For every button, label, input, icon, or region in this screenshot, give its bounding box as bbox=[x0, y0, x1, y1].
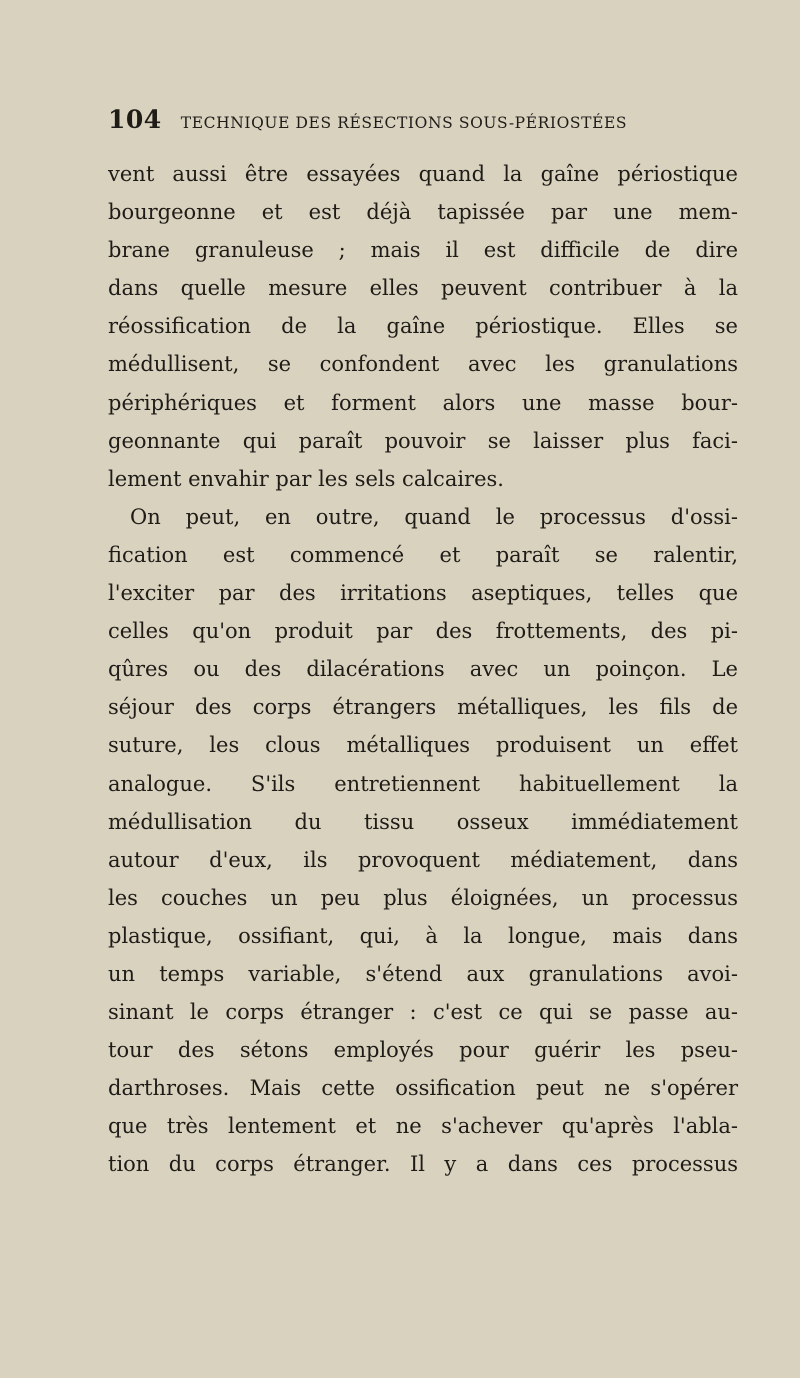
text-line: un temps variable, s'étend aux granulations avoi- bbox=[108, 961, 738, 986]
text-line: darthroses. Mais cette ossification peut ne s'opérer bbox=[108, 1076, 738, 1101]
text-line: autour d'eux, ils provoquent médiatement, dans bbox=[108, 847, 738, 872]
text-line: tour des sétons employés pour guérir les pseu- bbox=[108, 1038, 738, 1063]
page-number: 104 bbox=[108, 105, 162, 134]
text-line: suture, les clous métalliques produisent un effet bbox=[108, 733, 738, 758]
text-line: On peut, en outre, quand le processus d'ossi- bbox=[130, 504, 738, 529]
text-line: l'exciter par des irritations aseptiques, telles que bbox=[108, 581, 738, 606]
text-line: analogue. S'ils entretiennent habituellement la bbox=[108, 771, 738, 796]
running-title: TECHNIQUE DES RÉSECTIONS SOUS-PÉRIOSTÉES bbox=[180, 114, 628, 132]
text-line: tion du corps étranger. Il y a dans ces processus bbox=[108, 1152, 738, 1177]
text-line: médullisation du tissu osseux immédiatement bbox=[108, 809, 738, 834]
text-line: geonnante qui paraît pouvoir se laisser plus faci- bbox=[108, 428, 738, 453]
text-line: réossification de la gaîne périostique. Elles se bbox=[108, 314, 738, 339]
text-line: brane granuleuse ; mais il est difficile de dire bbox=[108, 238, 738, 263]
body-text bbox=[108, 155, 738, 1184]
text-line: dans quelle mesure elles peuvent contribuer à la bbox=[108, 276, 738, 301]
text-line: celles qu'on produit par des frottements, des pi- bbox=[108, 619, 738, 644]
text-line: lement envahir par les sels calcaires. bbox=[108, 466, 504, 491]
text-line: médullisent, se confondent avec les granulations bbox=[108, 352, 738, 377]
text-line: vent aussi être essayées quand la gaîne périostique bbox=[108, 162, 738, 186]
text-line: bourgeonne et est déjà tapissée par une mem- bbox=[108, 200, 738, 225]
running-head bbox=[108, 105, 728, 141]
text-line: que très lentement et ne s'achever qu'après l'abla- bbox=[108, 1114, 738, 1139]
text-line: périphériques et forment alors une masse bour- bbox=[108, 390, 738, 415]
text-line: les couches un peu plus éloignées, un processus bbox=[108, 885, 738, 910]
text-line: qûres ou des dilacérations avec un poinçon. Le bbox=[108, 657, 738, 682]
text-line: sinant le corps étranger : c'est ce qui se passe au- bbox=[108, 1000, 738, 1025]
text-line: séjour des corps étrangers métalliques, les fils de bbox=[108, 695, 738, 720]
text-line: plastique, ossifiant, qui, à la longue, mais dans bbox=[108, 923, 738, 948]
text-line: fication est commencé et paraît se ralentir, bbox=[108, 542, 738, 567]
